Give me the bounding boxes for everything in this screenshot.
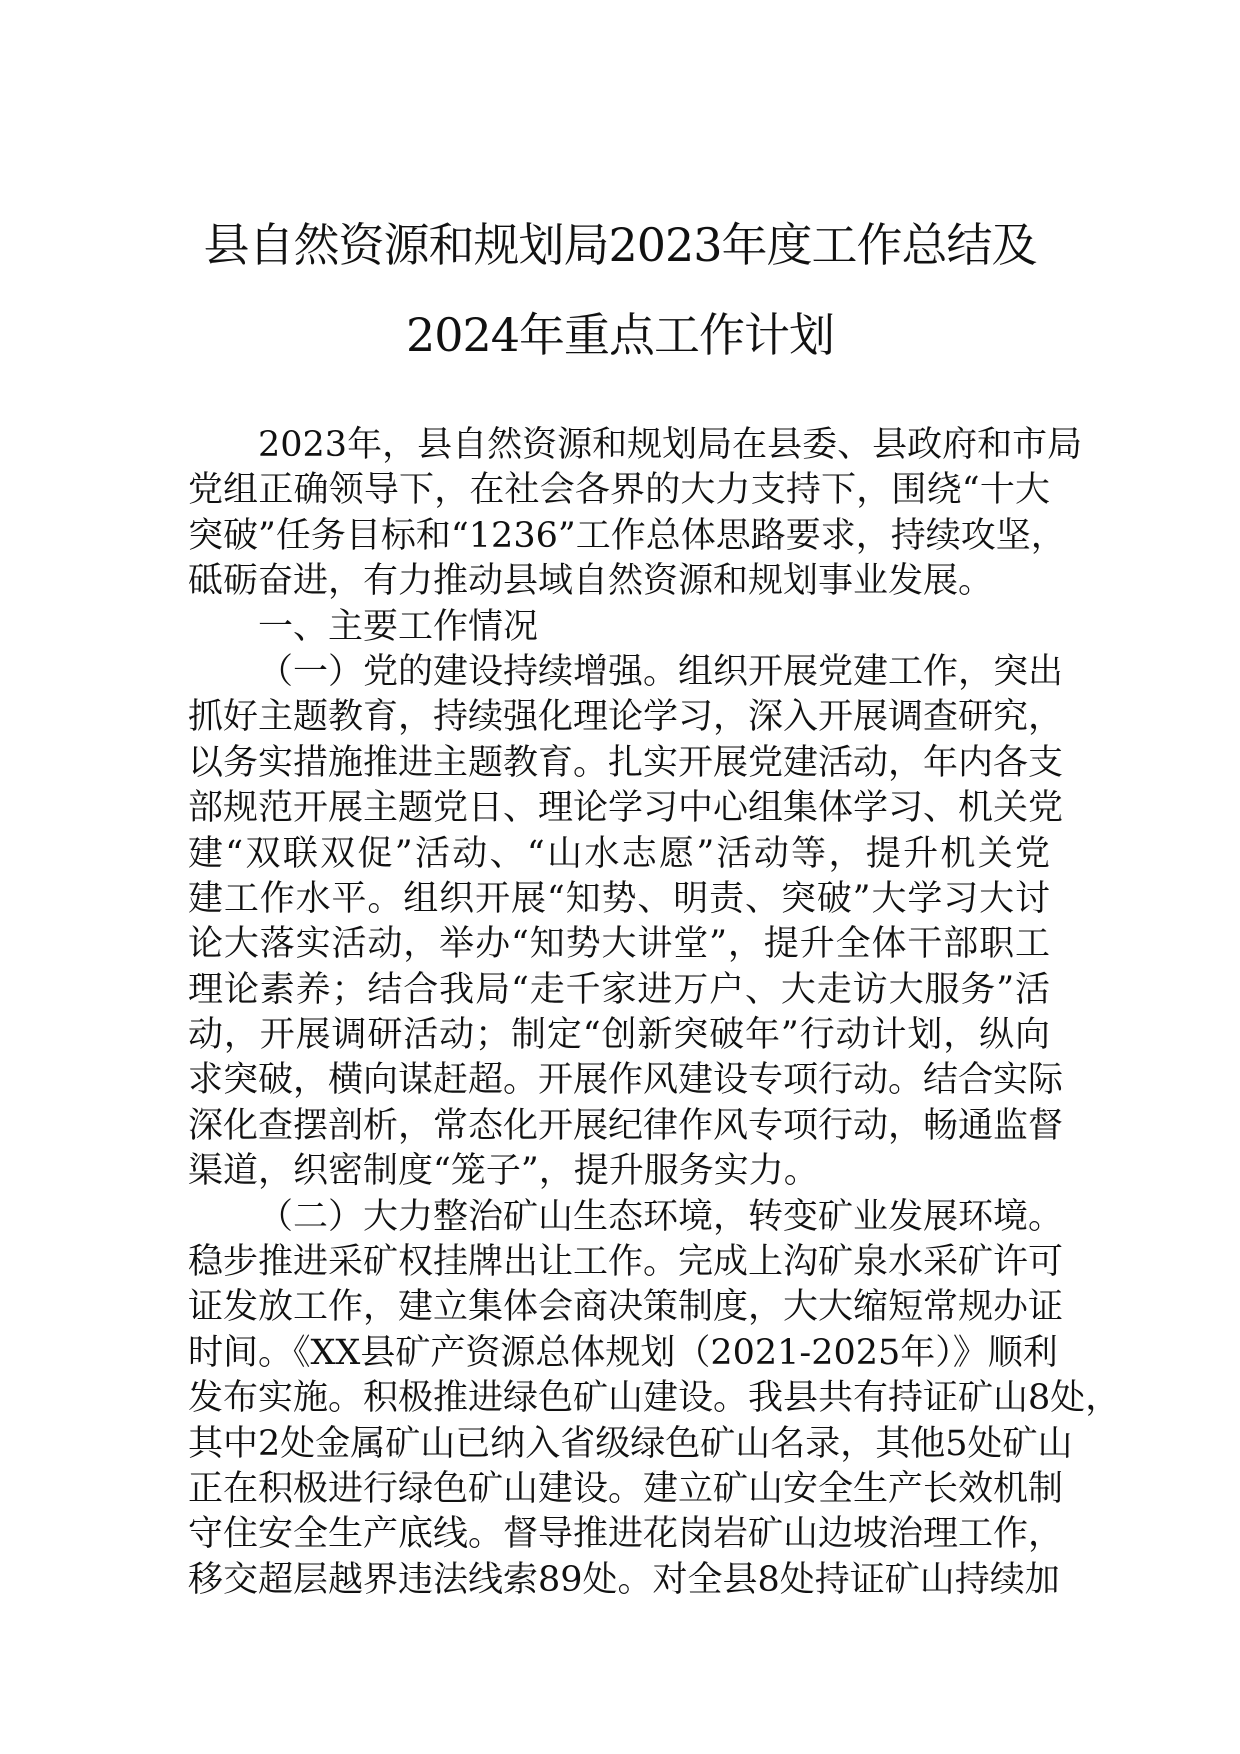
paragraph-line: 证发放工作，建立集体会商决策制度，大大缩短常规办证 [188, 1287, 1064, 1328]
document-body [188, 423, 1121, 1603]
paragraph-line: 突破”任务目标和“1236”工作总体思路要求，持续攻坚， [188, 515, 1066, 556]
paragraph-line: 抓好主题教育，持续强化理论学习，深入开展调查研究， [188, 697, 1064, 738]
paragraph-line: 理论素养；结合我局“走千家进万户、大走访大服务”活 [188, 969, 1050, 1010]
paragraph-line: 建工作水平。组织开展“知势、明责、突破”大学习大讨 [188, 878, 1050, 919]
paragraph-line: 论大落实活动，举办“知势大讲堂”，提升全体干部职工 [188, 924, 1050, 965]
paragraph-line: 砥砺奋进，有力推动县域自然资源和规划事业发展。 [188, 561, 994, 602]
paragraph-line: 移交超层越界违法线索89处。对全县8处持证矿山持续加 [188, 1559, 1060, 1600]
paragraph-line: 2023年，县自然资源和规划局在县委、县政府和市局 [258, 425, 1083, 465]
paragraph-line: 求突破，横向谋赶超。开展作风建设专项行动。结合实际 [188, 1060, 1064, 1101]
paragraph-line: （一）党的建设持续增强。组织开展党建工作，突出 [258, 651, 1064, 692]
paragraph-line: 深化查摆剖析，常态化开展纪律作风专项行动，畅通监督 [188, 1105, 1064, 1146]
paragraph-line: 发布实施。积极推进绿色矿山建设。我县共有持证矿山8处， [188, 1378, 1121, 1419]
paragraph-line: 建“双联双促”活动、“山水志愿”活动等，提升机关党 [188, 833, 1050, 874]
document-title-line-1: 县自然资源和规划局2023年度工作总结及 [203, 218, 1037, 272]
paragraph-line: 渠道，织密制度“笼子”，提升服务实力。 [188, 1151, 819, 1192]
paragraph-line: 党组正确领导下，在社会各界的大力支持下，围绕“十大 [188, 470, 1050, 511]
paragraph-line: 稳步推进采矿权挂牌出让工作。完成上沟矿泉水采矿许可 [188, 1242, 1064, 1283]
document-title-line-2: 2024年重点工作计划 [405, 308, 835, 362]
paragraph-line: 动，开展调研活动；制定“创新突破年”行动计划，纵向 [188, 1015, 1050, 1056]
paragraph-line: 正在积极进行绿色矿山建设。建立矿山安全生产长效机制 [188, 1468, 1064, 1509]
paragraph-line: 以务实措施推进主题教育。扎实开展党建活动，年内各支 [188, 742, 1064, 783]
paragraph-line: 其中2处金属矿山已纳入省级绿色矿山名录，其他5处矿山 [188, 1423, 1073, 1464]
paragraph-line: 时间。《XX县矿产资源总体规划（2021-2025年）》顺利 [188, 1332, 1058, 1373]
paragraph-line: （二）大力整治矿山生态环境，转变矿业发展环境。 [258, 1196, 1064, 1237]
section-heading: 一、主要工作情况 [258, 606, 539, 647]
paragraph-line: 守住安全生产底线。督导推进花岗岩矿山边坡治理工作， [188, 1514, 1064, 1555]
paragraph-line: 部规范开展主题党日、理论学习中心组集体学习、机关党 [188, 788, 1064, 829]
